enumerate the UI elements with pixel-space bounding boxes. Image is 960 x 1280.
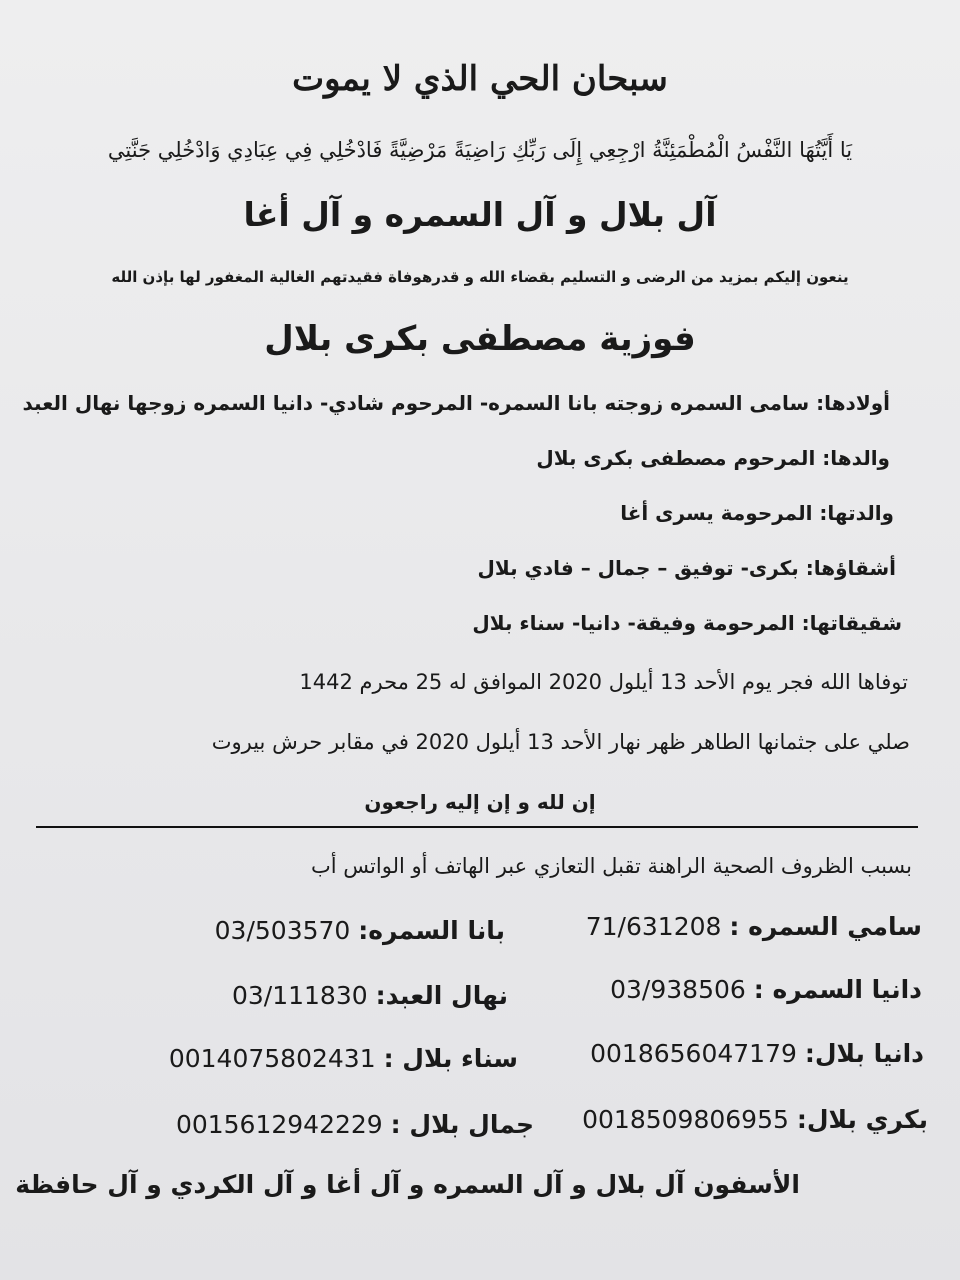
contact-sami: [586, 914, 922, 939]
contact-number: 71/631208: [585, 912, 722, 941]
contact-number: 0015612942229: [175, 1110, 383, 1139]
father-line: والدها: المرحوم مصطفى بكرى بلال: [536, 446, 890, 470]
contact-nihal: [232, 983, 508, 1008]
families-heading: آل بلال و آل السمره و آل أغا: [243, 195, 717, 234]
mother-line: والدتها: المرحومة يسرى أغا: [620, 501, 894, 525]
contact-name: بانا السمره:: [358, 916, 505, 945]
contact-name: سامي السمره :: [729, 912, 922, 941]
contact-name: جمال بلال :: [390, 1110, 534, 1139]
contact-number: 0018509806955: [582, 1105, 789, 1134]
section-divider: [36, 826, 918, 828]
contact-jamal: [176, 1112, 534, 1137]
contact-name: نهال العبد:: [375, 981, 508, 1010]
deceased-name: فوزية مصطفى بكرى بلال: [264, 319, 696, 359]
children-line: أولادها: سامى السمره زوجته بانا السمره- المرحوم شادي- دانيا السمره زوجها نهال العبد: [22, 391, 890, 415]
quran-verse: يَا أَيَّتُهَا النَّفْسُ الْمُطْمَئِنَّةُ ارْجِعِي إِلَى رَبِّكِ رَاضِيَةً مَرْضِيَّةً فَادْخُلِي فِي عِبَادِي وَادْخُلِي جَنَّتِي: [107, 138, 853, 162]
contact-sanaa: [169, 1046, 518, 1071]
contact-bana: [215, 918, 505, 943]
announcement-text: ينعون إليكم بمزيد من الرضى و التسليم بقضاء الله و قدرهوفاة فقيدتهم الغالية المغفور لها بإذن الله: [111, 268, 849, 286]
sisters-line: شقيقاتها: المرحومة وفيقة- دانيا- سناء بلال: [472, 611, 902, 635]
contact-number: 0014075802431: [168, 1044, 376, 1073]
mourners-signoff: الأسفون آل بلال و آل السمره و آل أغا و آل الكردي و آل حافظة: [15, 1170, 800, 1199]
contact-bakri: [582, 1107, 928, 1132]
contact-name: دانيا السمره :: [753, 975, 922, 1004]
contact-number: 0018656047179: [590, 1039, 797, 1068]
contact-number: 03/111830: [231, 981, 368, 1010]
contact-name: بكري بلال:: [796, 1105, 928, 1134]
closing-verse: إن لله و إن إليه راجعون: [364, 790, 596, 814]
funeral-line: صلي على جثمانها الطاهر ظهر نهار الأحد 13 أيلول 2020 في مقابر حرش بيروت: [211, 730, 910, 754]
contact-number: 03/503570: [214, 916, 351, 945]
contact-number: 03/938506: [610, 975, 746, 1004]
contact-name: سناء بلال :: [383, 1044, 518, 1073]
brothers-line: أشقاؤها: بكرى- توفيق – جمال – فادي بلال: [477, 556, 896, 580]
contact-dania-bilal: [590, 1041, 924, 1066]
condolence-intro: بسبب الظروف الصحية الراهنة تقبل التعازي عبر الهاتف أو الواتس أب: [310, 854, 912, 878]
header-title: سبحان الحي الذي لا يموت: [292, 59, 668, 99]
contact-name: دانيا بلال:: [804, 1039, 924, 1068]
death-date-line: توفاها الله فجر يوم الأحد 13 أيلول 2020 الموافق له 25 محرم 1442: [299, 670, 908, 694]
contact-dania-samra: [610, 977, 922, 1002]
